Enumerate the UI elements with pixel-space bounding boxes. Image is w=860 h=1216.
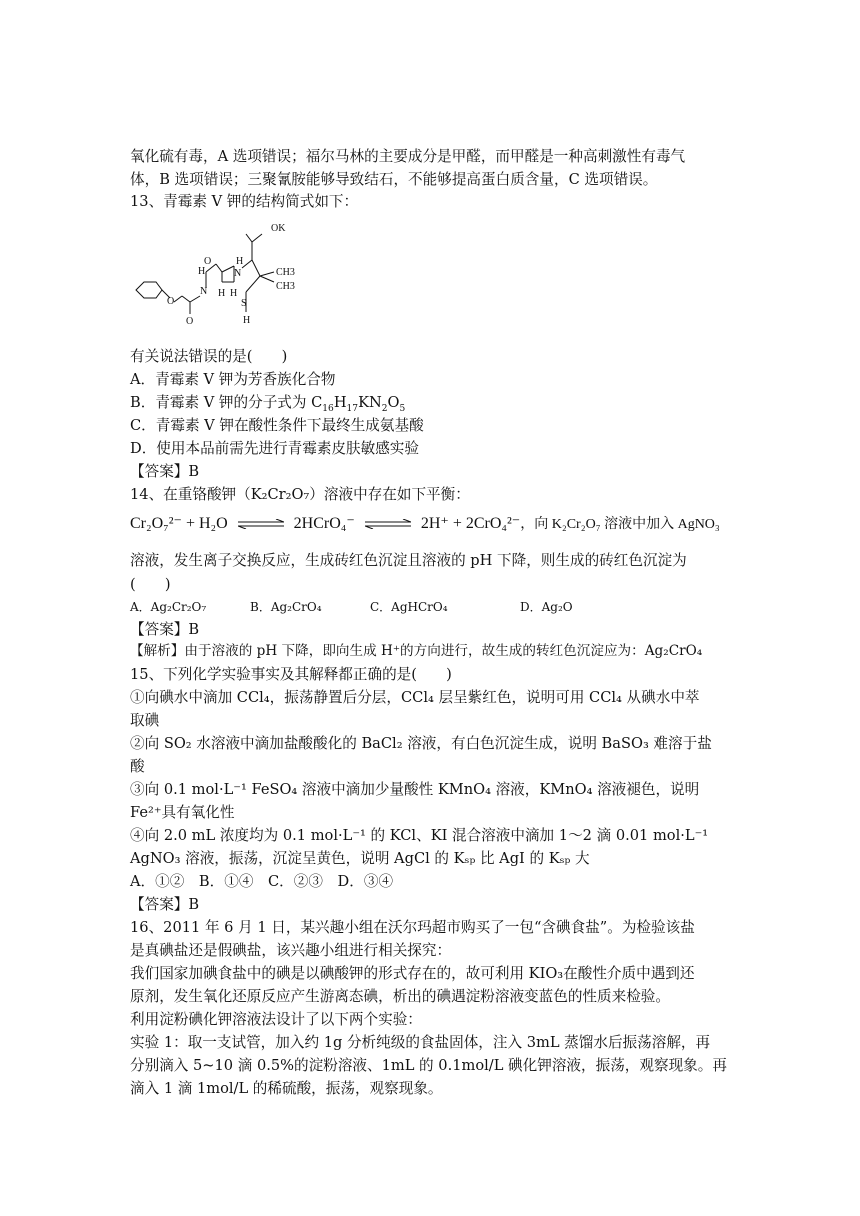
text-line: 溶液，发生离子交换反应，生成砖红色沉淀且溶液的 pH 下降，则生成的砖红色沉淀为	[130, 552, 687, 569]
question-13-title: 13、青霉素 V 钾的结构简式如下：	[130, 193, 359, 210]
answer-13: 【答案】B	[130, 463, 200, 480]
option-d: D．使用本品前需先进行青霉素皮肤敏感实验	[130, 440, 419, 457]
mol-label: O	[204, 256, 212, 267]
options-row: A．①② B．①④ C．②③ D．③④	[130, 873, 394, 890]
option-a: A．Ag₂Cr₂O₇	[130, 600, 207, 614]
mol-label: N	[200, 286, 208, 297]
text-line: 滴入 1 滴 1mol/L 的稀硫酸，振荡，观察现象。	[130, 1080, 443, 1097]
text-line: ②向 SO₂ 水溶液中滴加盐酸酸化的 BaCl₂ 溶液，有白色沉淀生成，说明 BaSO₃ 难溶于盐	[130, 735, 712, 752]
text-line: 是真碘盐还是假碘盐，该兴趣小组进行相关探究：	[130, 942, 452, 959]
text-line: 原剂，发生氧化还原反应产生游离态碘，析出的碘遇淀粉溶液变蓝色的性质来检验。	[130, 988, 670, 1005]
mol-label: O	[167, 296, 175, 307]
text-line: 体，B 选项错误；三聚氰胺能够导致结石，不能够提高蛋白质含量，C 选项错误。	[130, 171, 658, 188]
text-line: 取碘	[130, 712, 160, 729]
text-line: 我们国家加碘食盐中的碘是以碘酸钾的形式存在的，故可利用 KIO₃在酸性介质中遇到还	[130, 965, 695, 982]
equilibrium-arrow-icon	[365, 519, 411, 529]
text-line: 实验 1：取一支试管，加入约 1g 分析纯级的食盐固体，注入 3mL 蒸馏水后振荡溶解，再	[130, 1034, 711, 1051]
answer-14: 【答案】B	[130, 621, 200, 638]
text-line: ( )	[130, 576, 171, 593]
mol-label: CH3	[276, 267, 295, 278]
option-a: A．青霉素 V 钾为芳香族化合物	[130, 371, 336, 388]
text-line: Fe²⁺具有氧化性	[130, 804, 235, 821]
mol-label: H	[243, 315, 251, 326]
mol-label: CH3	[276, 281, 295, 292]
question-14-title: 14、在重铬酸钾（K₂Cr₂O₇）溶液中存在如下平衡：	[130, 486, 470, 503]
mol-label: OK	[271, 223, 286, 234]
equilibrium-arrow-icon	[238, 519, 284, 529]
mol-label: H	[198, 266, 206, 277]
option-b: B．Ag₂CrO₄	[250, 600, 322, 614]
question-16-title: 16、2011 年 6 月 1 日，某兴趣小组在沃尔玛超市购买了一包“含碘食盐”。为检验该盐	[130, 919, 695, 936]
mol-label: N	[234, 268, 242, 279]
option-c: C．AgHCrO₄	[370, 600, 448, 614]
option-d: D．Ag₂O	[520, 600, 573, 614]
mol-label: H	[230, 288, 238, 299]
option-b: B．青霉素 V 钾的分子式为 $C_{16}H_{17}KN_2O_5$	[130, 394, 406, 414]
mol-label: O	[186, 316, 194, 327]
text-line: 分别滴入 5~10 滴 0.5%的淀粉溶液、1mL 的 0.1mol/L 碘化钾溶液，振荡，观察现象。再	[130, 1057, 727, 1074]
text-line: ①向碘水中滴加 CCl₄，振荡静置后分层，CCl₄ 层呈紫红色，说明可用 CCl₄ 从碘水中萃	[130, 689, 700, 706]
text-line: ④向 2.0 mL 浓度均为 0.1 mol·L⁻¹ 的 KCl、KI 混合溶液中滴加 1～2 滴 0.01 mol·L⁻¹	[130, 827, 709, 844]
question-13-stem: 有关说法错误的是( )	[130, 348, 288, 365]
text-line: AgNO₃ 溶液，振荡，沉淀呈黄色，说明 AgCl 的 Kₛₚ 比 AgI 的 Kₛₚ 大	[130, 850, 590, 867]
equilibrium-equation: Cr₂O₇²⁻ + H₂O 2HCrO₄⁻ 2H⁺ + 2CrO₄²⁻，向 K₂Cr₂O₇ 溶液中加入 AgNO₃	[130, 515, 720, 532]
mol-label: H	[236, 256, 244, 267]
text-line: 酸	[130, 758, 145, 775]
mol-label: H	[218, 288, 226, 299]
option-c: C．青霉素 V 钾在酸性条件下最终生成氨基酸	[130, 417, 424, 434]
text-line: 利用淀粉碘化钾溶液法设计了以下两个实验：	[130, 1011, 422, 1028]
text-line: ③向 0.1 mol·L⁻¹ FeSO₄ 溶液中滴加少量酸性 KMnO₄ 溶液，KMnO₄ 溶液褪色，说明	[130, 781, 700, 798]
options-row	[130, 601, 573, 613]
analysis-14: 【解析】由于溶液的 pH 下降，即向生成 H⁺的方向进行，故生成的转红色沉淀应为：Ag₂CrO₄	[130, 643, 703, 659]
mol-label: S	[241, 298, 247, 309]
penicillin-v-potassium-structure	[130, 220, 320, 340]
question-15-title: 15、下列化学实验事实及其解释都正确的是( )	[130, 666, 452, 683]
answer-15: 【答案】B	[130, 896, 200, 913]
text-line: 氧化硫有毒，A 选项错误；福尔马林的主要成分是甲醛，而甲醛是一种高刺激性有毒气	[130, 148, 686, 165]
